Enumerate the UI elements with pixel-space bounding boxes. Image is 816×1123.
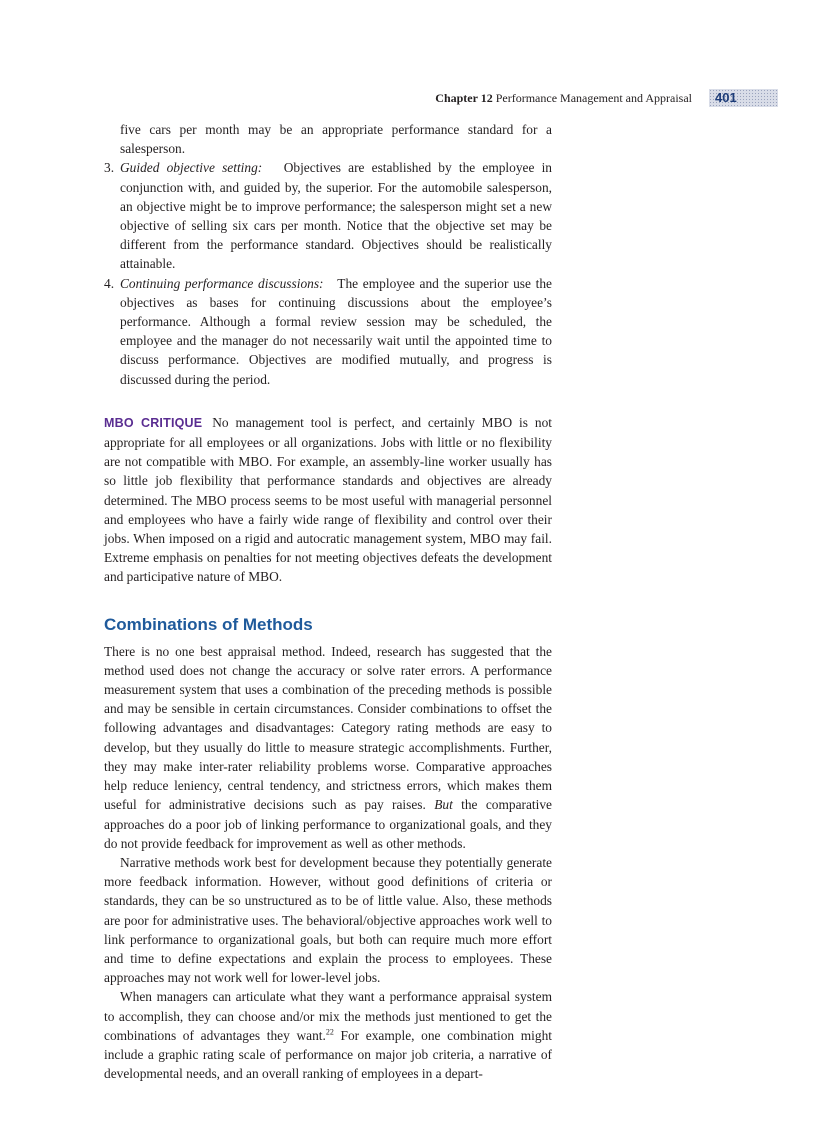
mbo-critique-heading: MBO CRITIQUE [104, 415, 203, 430]
mbo-critique-text: No management tool is perfect, and certainly MBO is not appropriate for all employees or all organizations. Jobs with little or no flexibility are not compatible with MBO. For example, an assembly-line worker usually has so little job flexibility that performance standards and objectives are already determined. The MBO process seems to be most useful with managerial personnel and employees who have a fairly wide range of flexibility and control over their jobs. When imposed on a rigid and autocratic management system, MBO may fail. Extreme emphasis on penalties for not meeting objectives defeats the development and participative nature of MBO. [104, 414, 552, 585]
running-header-text [435, 90, 692, 106]
list-item-number: 3. [104, 160, 115, 176]
list-item-term: Guided objective setting: [120, 160, 263, 176]
list-item-term: Continuing performance discussions: [120, 275, 324, 291]
combinations-paragraph-3 [104, 987, 552, 1083]
paragraph-text: the comparative approaches do a poor job of linking performance to organizational goals, and they do not provide feedback for improvement as well as other methods. [104, 797, 552, 851]
list-continuation: five cars per month may be an appropriate performance standard for a salesperson. [120, 122, 552, 157]
running-header [380, 89, 778, 107]
emphasis-but: But [434, 797, 453, 813]
paragraph-text: For example, one combination might include a graphic rating scale of performance on major job criteria, a narrative of developmental needs, and an overall ranking of employees in a depart- [104, 1027, 552, 1082]
footnote-marker: 22 [325, 1027, 334, 1037]
combinations-paragraph-2: Narrative methods work best for development because they potentially generate more feedback information. However, without good definitions of criteria or standards, they can be so unstructured as to be of little value. Also, these methods are poor for administrative uses. The behavioral/objective approaches work well to link performance to organizational goals, but both can require much more effort and time to define expectations and explain the process to employees. These approaches may not work well for lower-level jobs. [104, 854, 552, 986]
chapter-label: Chapter 12 [435, 91, 493, 105]
page-number: 401 [715, 90, 737, 105]
paragraph-text: When managers can articulate what they want a performance appraisal system to accomplish, they can choose and/or mix the methods just mentioned to get the combinations of advantages they want. [104, 989, 552, 1043]
chapter-title: Performance Management and Appraisal [495, 91, 692, 105]
list-item-text: Objectives are established by the employee in conjunction with, and guided by, the superior. For the automobile salesperson, an objective might be to improve performance; the salesperson might set a new objective of selling six cars per month. Notice that the objective set may be different from the performance standard. Objectives should be realistically attainable. [120, 160, 552, 272]
combinations-paragraph-1 [104, 642, 552, 853]
page-number-box [709, 89, 778, 107]
list-item-guided-objective-setting [104, 158, 552, 273]
list-item-text: The employee and the superior use the objectives as bases for continuing discussions about the employee’s performance. Although a formal review session may be scheduled, the employee and the manager do not necessarily wait until the appointed time to discuss performance. Objectives are modified mutually, and progress is discussed during the period. [120, 275, 552, 387]
mbo-critique-paragraph [104, 413, 552, 587]
paragraph-text: There is no one best appraisal method. Indeed, research has suggested that the method used does not change the accuracy or solve rater errors. A performance measurement system that uses a combination of the preceding methods is possible and may be sensible in certain circumstances. Consider combinations to offset the following advantages and disadvantages: Category rating methods are easy to develop, but they usually do little to measure strategic accomplishments. Further, they may make inter-rater reliability problems worse. Comparative approaches help reduce leniency, central tendency, and strictness errors, which makes them useful for administrative decisions such as pay raises. [104, 643, 552, 813]
page-body [104, 120, 552, 1083]
list-item-continuing-performance-discussions [104, 274, 552, 389]
section-heading: Combinations of Methods [104, 614, 313, 634]
list-item-number: 4. [104, 275, 115, 291]
